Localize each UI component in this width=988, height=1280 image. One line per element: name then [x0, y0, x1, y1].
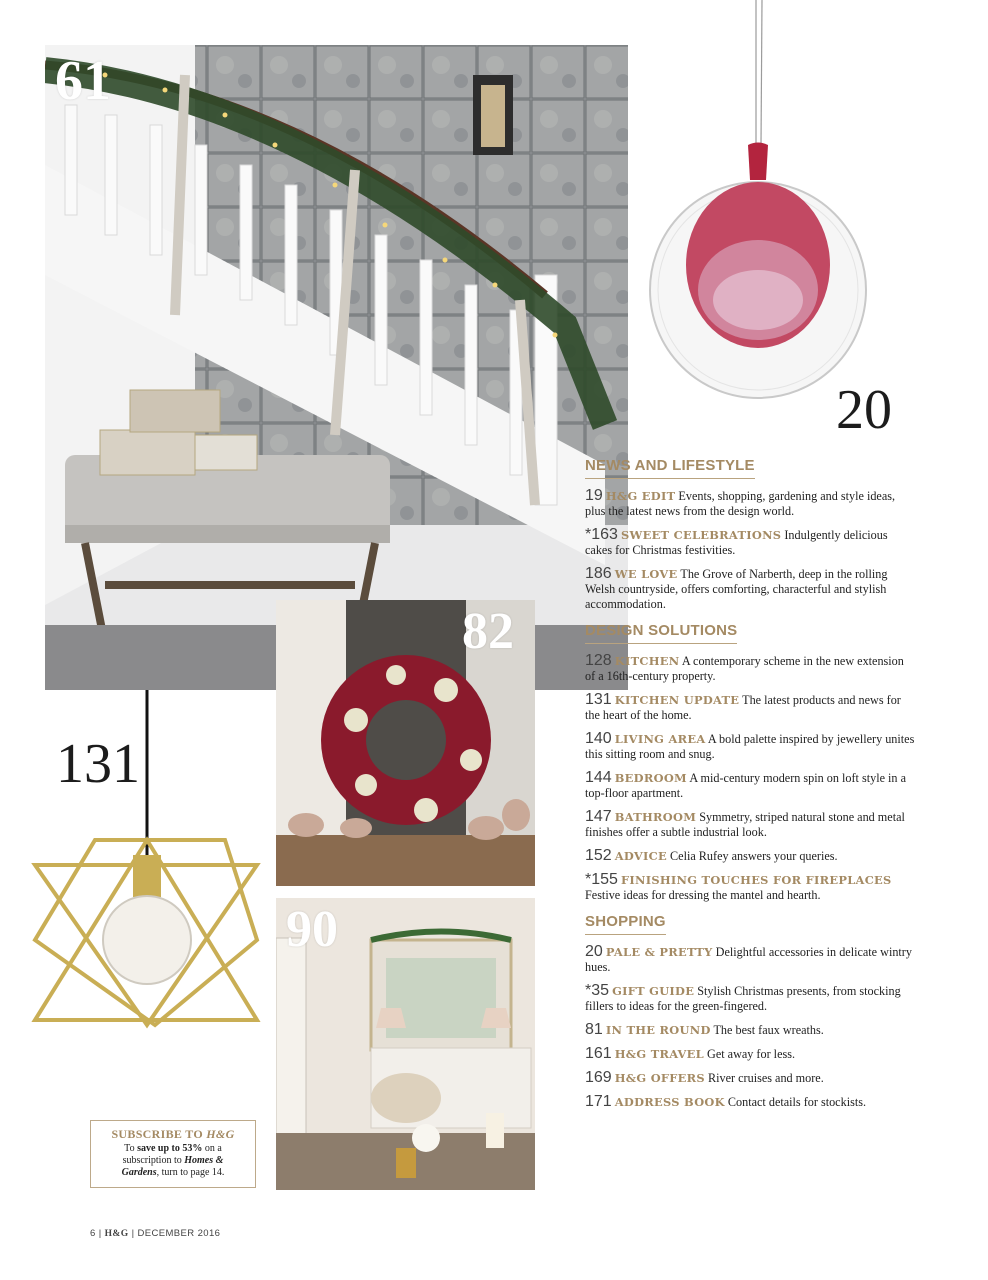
entry-description: Celia Rufey answers your queries.: [666, 849, 838, 863]
contents-entry[interactable]: [585, 809, 915, 840]
section-design-solutions: [585, 620, 915, 903]
entry-title: WE LOVE: [614, 567, 678, 581]
contents-list: [585, 455, 915, 1118]
subscribe-title: SUBSCRIBE TO H&G: [111, 1127, 235, 1141]
entry-description: The Grove of Narberth, deep in the rolling Welsh countryside, offers comforting, characterful and stylish accommodation.: [585, 567, 888, 611]
contents-entry[interactable]: [585, 1046, 915, 1062]
section-heading: SHOPPING: [585, 913, 666, 935]
contents-entry[interactable]: [585, 488, 915, 519]
entry-page-number: *155: [585, 871, 618, 888]
contents-entry[interactable]: [585, 527, 915, 558]
ornament-page-number: 20: [836, 379, 892, 441]
footer-page-number: 6: [90, 1228, 96, 1239]
footer-issue: DECEMBER 2016: [137, 1228, 221, 1239]
entry-page-number: *163: [585, 526, 618, 543]
entry-page-number: 19: [585, 487, 603, 504]
section-shopping: [585, 911, 915, 1110]
entry-description: Events, shopping, gardening and style ideas, plus the latest news from the design world.: [585, 489, 896, 518]
ornament-photo: [640, 0, 880, 410]
footer-brand: H&G: [104, 1229, 129, 1239]
entry-title: H&G TRAVEL: [614, 1047, 704, 1061]
contents-entry[interactable]: [585, 770, 915, 801]
entry-page-number: 128: [585, 652, 612, 669]
entry-title: BEDROOM: [614, 771, 687, 785]
entry-description: Symmetry, striped natural stone and metal finishes offer a subtle industrial look.: [585, 810, 905, 839]
page-footer: 6 | H&G | DECEMBER 2016: [90, 1228, 221, 1239]
glass-bauble-illustration: [640, 0, 880, 410]
entry-description: Get away for less.: [703, 1047, 796, 1061]
entry-page-number: *35: [585, 982, 610, 999]
dining-photo: [276, 898, 535, 1190]
contents-entry[interactable]: [585, 944, 915, 975]
entry-title: H&G OFFERS: [614, 1071, 705, 1085]
entry-title: KITCHEN UPDATE: [614, 693, 740, 707]
subscribe-text: To save up to 53% on a subscription to Homes & Gardens, turn to page 14.: [121, 1143, 225, 1178]
entry-title: SWEET CELEBRATIONS: [620, 528, 782, 542]
contents-entry[interactable]: [585, 566, 915, 612]
entry-description: A bold palette inspired by jewellery unites this sitting room and snug.: [585, 732, 915, 761]
section-heading: NEWS AND LIFESTYLE: [585, 457, 755, 479]
entry-description: Stylish Christmas presents, from stocking fillers to ideas for the green-fingered.: [585, 984, 901, 1013]
contents-entry[interactable]: [585, 1070, 915, 1086]
entry-description: Delightful accessories in delicate wintry hues.: [585, 945, 912, 974]
wreath-photo: [276, 600, 535, 886]
entry-page-number: 140: [585, 730, 612, 747]
entry-title: H&G EDIT: [605, 489, 676, 503]
entry-page-number: 147: [585, 808, 612, 825]
staircase-illustration: [45, 45, 628, 690]
contents-entry[interactable]: [585, 1022, 915, 1038]
entry-title: FINISHING TOUCHES FOR FIREPLACES: [620, 873, 892, 887]
contents-entry[interactable]: [585, 731, 915, 762]
dining-page-number: 90: [286, 901, 338, 958]
entry-page-number: 171: [585, 1093, 612, 1110]
entry-page-number: 152: [585, 847, 612, 864]
pendant-page-number: 131: [56, 733, 140, 795]
entry-description: Festive ideas for dressing the mantel and hearth.: [585, 888, 821, 902]
entry-description: River cruises and more.: [704, 1071, 824, 1085]
entry-description: The best faux wreaths.: [710, 1023, 824, 1037]
staircase-photo: [45, 45, 628, 690]
subscribe-box[interactable]: [90, 1120, 256, 1188]
entry-description: A contemporary scheme in the new extension of a 16th-century property.: [585, 654, 904, 683]
wreath-page-number: 82: [462, 603, 514, 660]
entry-description: The latest products and news for the heart of the home.: [585, 693, 901, 722]
section-heading: DESIGN SOLUTIONS: [585, 622, 737, 644]
contents-entry[interactable]: [585, 692, 915, 723]
contents-entry[interactable]: [585, 872, 915, 903]
entry-title: ADDRESS BOOK: [614, 1095, 725, 1109]
entry-title: GIFT GUIDE: [612, 984, 695, 998]
entry-title: PALE & PRETTY: [605, 945, 713, 959]
section-news-and-lifestyle: [585, 455, 915, 612]
entry-title: ADVICE: [614, 849, 667, 863]
entry-title: BATHROOM: [614, 810, 697, 824]
entry-title: KITCHEN: [614, 654, 680, 668]
entry-description: A mid-century modern spin on loft style in a top-floor apartment.: [585, 771, 906, 800]
entry-title: IN THE ROUND: [605, 1023, 711, 1037]
entry-page-number: 20: [585, 943, 603, 960]
entry-page-number: 131: [585, 691, 612, 708]
contents-entry[interactable]: [585, 653, 915, 684]
contents-entry[interactable]: [585, 983, 915, 1014]
entry-page-number: 169: [585, 1069, 612, 1086]
photo-page-number: 61: [55, 50, 111, 112]
entry-page-number: 186: [585, 565, 612, 582]
contents-entry[interactable]: [585, 1094, 915, 1110]
entry-page-number: 81: [585, 1021, 603, 1038]
entry-description: Indulgently delicious cakes for Christmas festivities.: [585, 528, 888, 557]
contents-entry[interactable]: [585, 848, 915, 864]
entry-title: LIVING AREA: [614, 732, 706, 746]
entry-description: Contact details for stockists.: [724, 1095, 866, 1109]
entry-page-number: 144: [585, 769, 612, 786]
entry-page-number: 161: [585, 1045, 612, 1062]
